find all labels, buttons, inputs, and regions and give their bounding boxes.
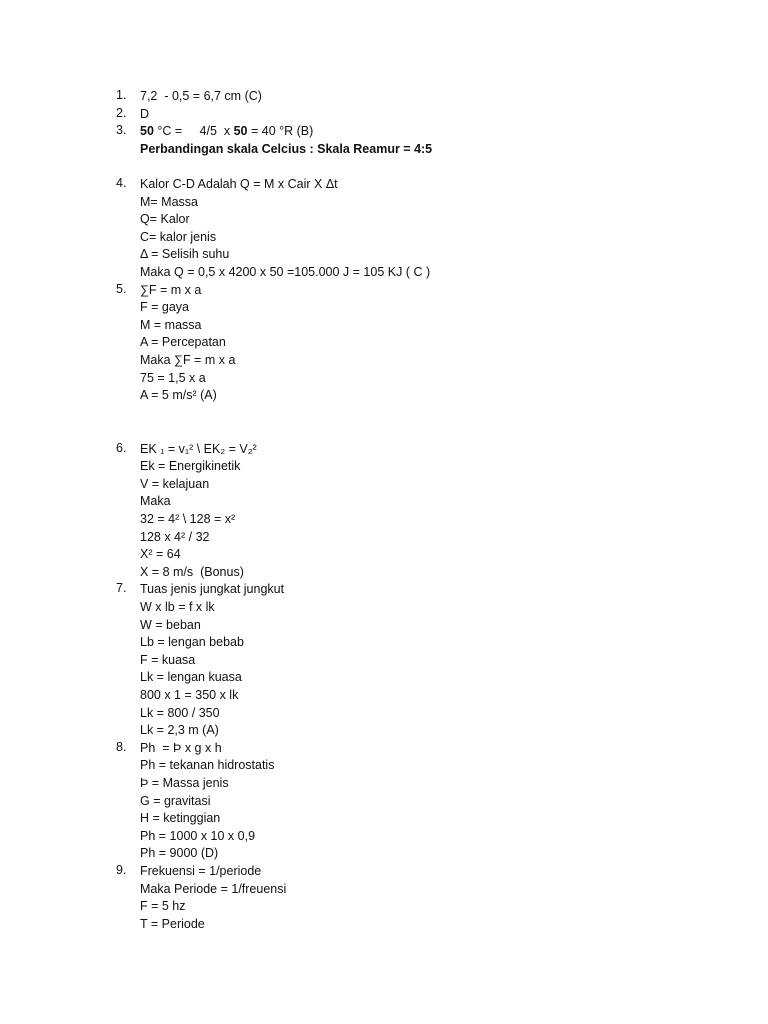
answer-number: 3. [116,123,127,138]
answer-3 [0,123,768,158]
answer-line: 75 = 1,5 x a [140,370,206,385]
answer-number: 5. [116,281,127,296]
answer-number: 9. [116,862,127,877]
answer-line: 800 x 1 = 350 x lk [140,688,239,702]
answer-number: 7. [116,581,127,596]
answer-line: Maka Periode = 1/freuensi [140,881,287,896]
answer-line: V = kelajuan [140,476,210,491]
answer-line: F = kuasa [140,652,196,667]
answer-line: M= Massa [140,194,199,209]
answer-1 [0,88,768,106]
answer-line: Ph = tekanan hidrostatis [140,758,275,773]
answer-line: 32 = 4² \ 128 = x² [140,512,236,527]
answer-line: Maka [140,494,171,509]
answer-number: 1. [116,88,127,102]
answer-line: X = 8 m/s (Bonus) [140,564,244,579]
answer-9 [0,863,768,933]
answer-line: Ph = Þ x g x h [140,740,222,755]
answer-8 [0,740,768,863]
answer-line: 7,2 - 0,5 = 6,7 cm (C) [140,89,262,103]
answer-line: F = 5 hz [140,899,186,914]
spacer [0,158,768,176]
answer-line-formula: 50 °C = 4/5 x 50 = 40 °R (B) [140,124,314,139]
answer-line: W x lb = f x lk [140,600,215,615]
answer-line: Ek = Energikinetik [140,459,241,474]
answer-number: 4. [116,175,127,190]
answer-line: Tuas jenis jungkat jungkut [140,582,285,597]
answer-7 [0,581,768,739]
answer-line: A = 5 m/s² (A) [140,388,217,403]
answer-line: Ph = 1000 x 10 x 0,9 [140,828,256,843]
ratio-statement: Perbandingan skala Celcius : Skala Reamur = 4:5 [140,141,433,156]
answer-line: Maka ∑F = m x a [140,352,236,367]
answer-line: ∑F = m x a [140,282,202,297]
answer-line: Lk = 800 / 350 [140,705,220,720]
answer-6 [0,441,768,582]
answer-number: 6. [116,440,127,455]
answer-line: W = beban [140,617,201,632]
answer-line: T = Periode [140,916,205,931]
answer-2 [0,106,768,124]
answer-number: 2. [116,105,127,120]
answer-line: A = Percepatan [140,335,226,350]
answer-line: Ph = 9000 (D) [140,846,219,861]
answer-number: 8. [116,739,127,754]
answer-line: X² = 64 [140,547,181,562]
spacer [0,405,768,441]
answer-4 [0,176,768,282]
answer-line: Maka Q = 0,5 x 4200 x 50 =105.000 J = 105 KJ ( C ) [140,264,431,279]
answer-line: F = gaya [140,300,189,315]
answer-line: Lk = 2,3 m (A) [140,723,219,738]
answer-line: Δ = Selisih suhu [140,247,230,262]
answer-line: Lb = lengan bebab [140,635,244,650]
answer-5 [0,282,768,405]
answer-line: M = massa [140,317,202,332]
answer-line: Q= Kalor [140,212,190,227]
answer-line: Þ = Massa jenis [140,775,229,790]
answer-line: EK ₁ = v₁² \ EK₂ = V₂² [140,441,257,456]
answer-line: Frekuensi = 1/periode [140,863,262,878]
document-page [0,88,768,933]
answer-line-bold [140,141,768,159]
answer-line: H = ketinggian [140,811,221,826]
answer-line: Kalor C-D Adalah Q = M x Cair X Δt [140,176,338,191]
answer-line: Lk = lengan kuasa [140,670,242,685]
answer-line: G = gravitasi [140,793,211,808]
answer-line: D [140,106,150,121]
answer-line: C= kalor jenis [140,229,217,244]
answer-line: 128 x 4² / 32 [140,529,210,544]
